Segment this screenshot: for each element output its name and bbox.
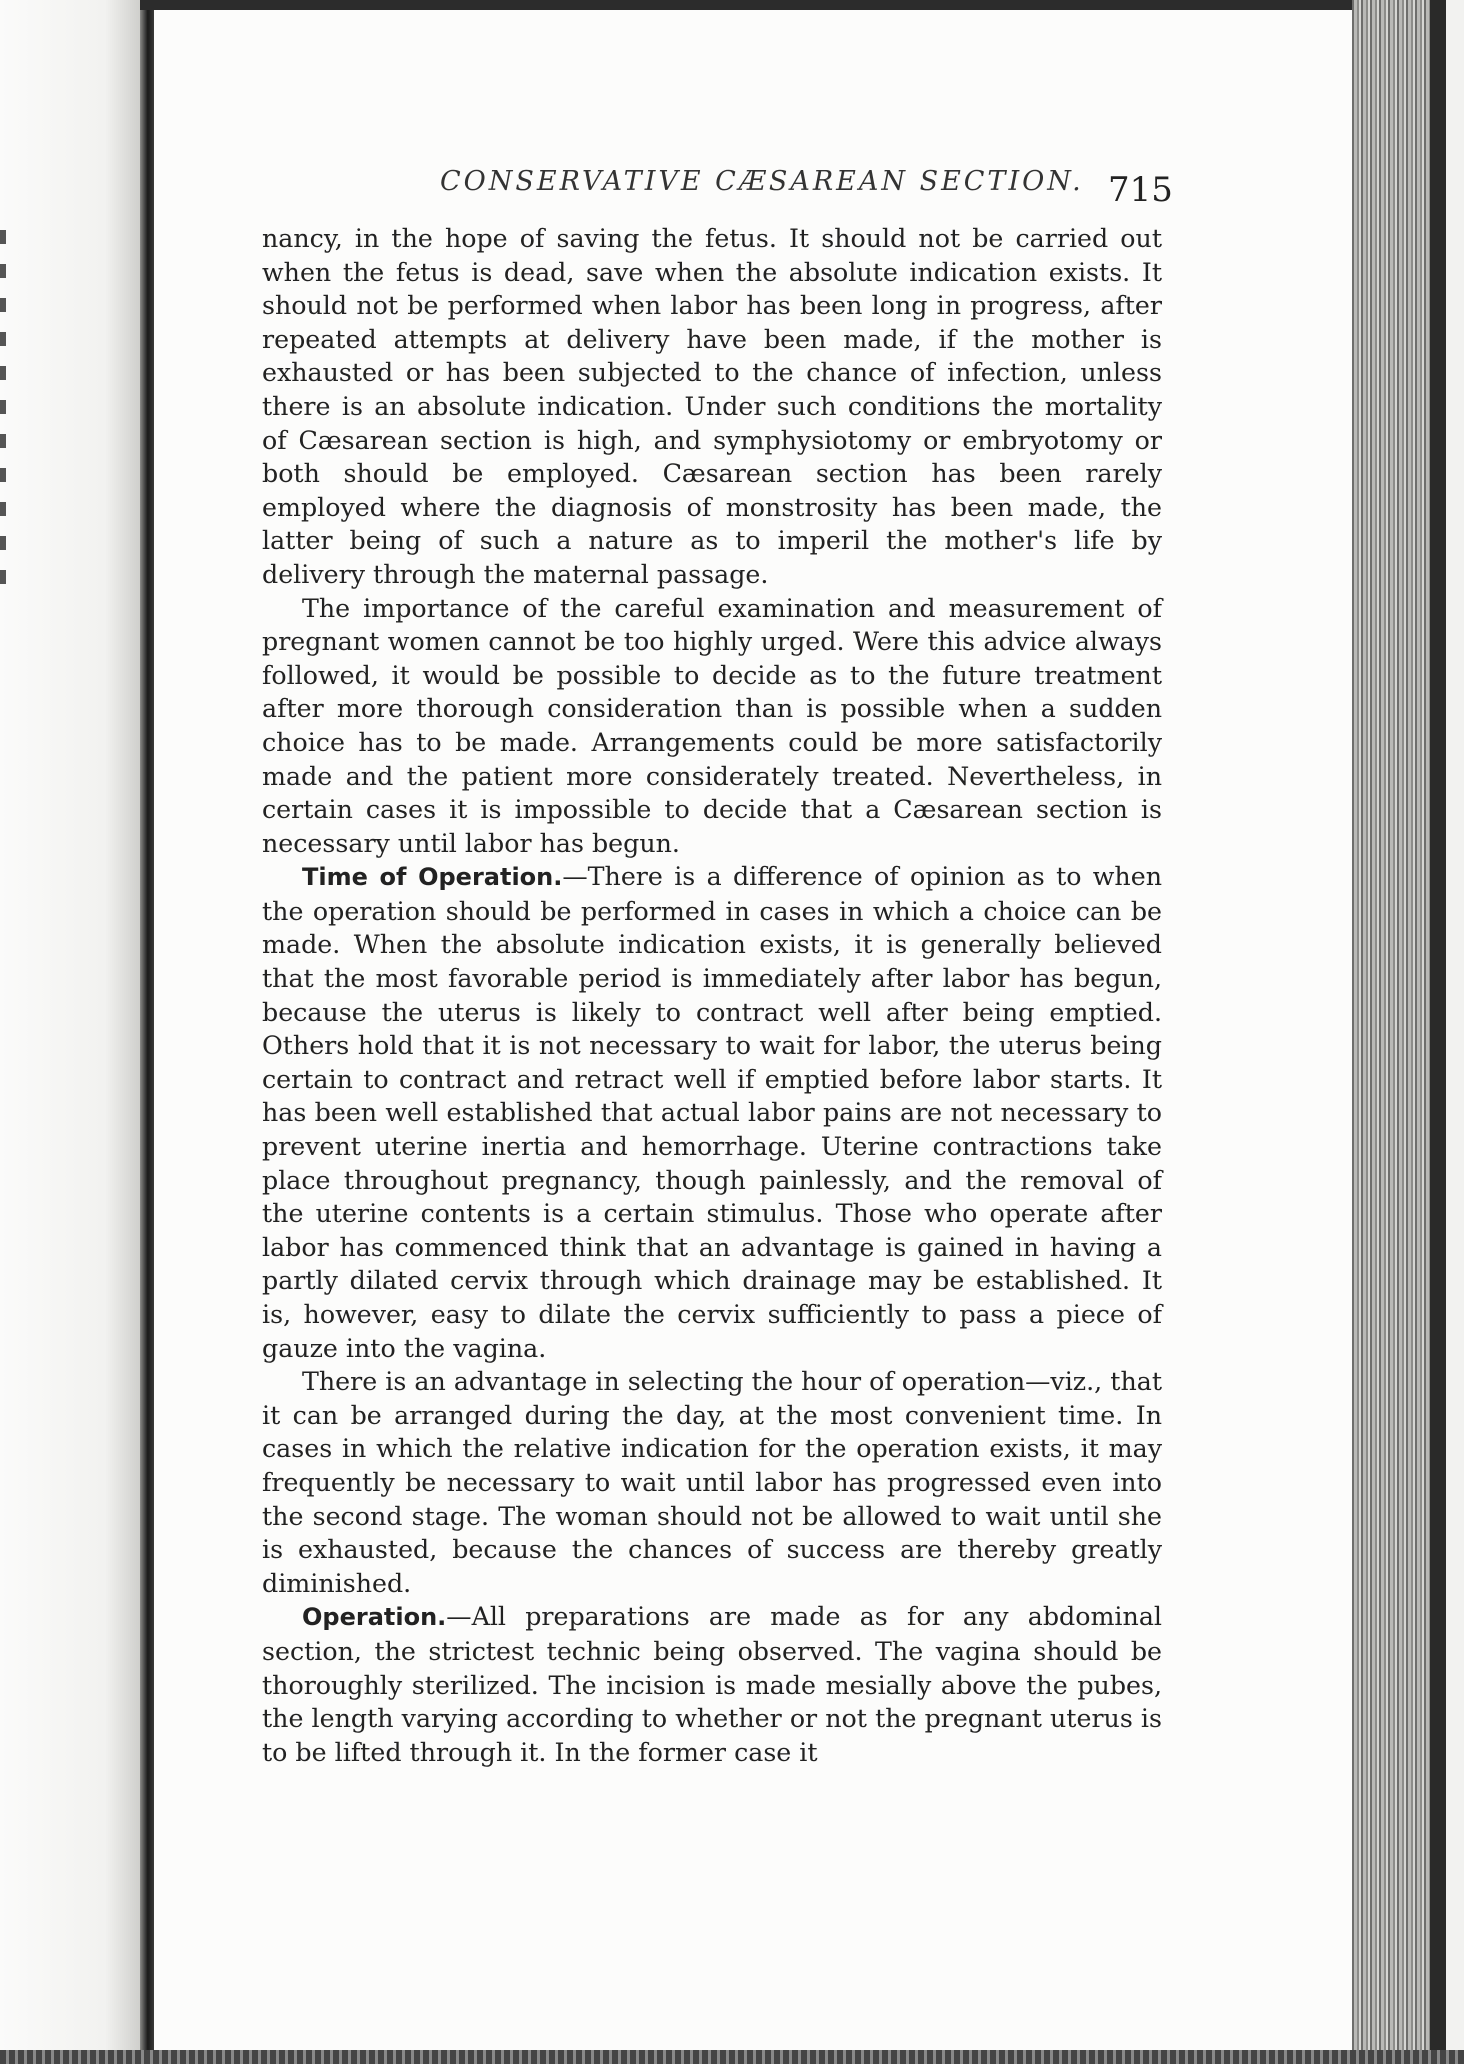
paragraph-text: There is an advantage in selecting the hour of operation—viz., that it can be arranged during the day, at the most convenient time. In cases in which the relative indication for the operation exists, it may frequently be necessary to wait until labor has progressed even into the second stage. The woman should not be allowed to wait until she is exhausted, because the chances of success are thereby greatly diminished.	[262, 1367, 1162, 1598]
paragraph-2	[262, 592, 1162, 861]
section-heading: Time of Operation.	[302, 863, 563, 892]
facing-page-text-fragments	[0, 230, 14, 604]
paragraph-text: The importance of the careful examination and measurement of pregnant women cannot be too highly urged. Were this advice always followed, it would be possible to decide as to the future treatment after more thorough consideration than is possible when a sudden choice has to be made. Arrangements could be more satisfactorily made and the patient more considerately treated. Nevertheless, in certain cases it is impossible to decide that a Cæsarean section is necessary until labor has begun.	[262, 593, 1162, 858]
page-number: 715	[1108, 170, 1173, 210]
running-head: CONSERVATIVE CÆSAREAN SECTION.	[440, 166, 1084, 197]
section-heading: Operation.	[302, 1603, 447, 1632]
paragraph-text: —There is a difference of opinion as to when the operation should be performed in cases in which a choice can be made. When the absolute indication exists, it is generally believed that the most favorable period is immediately after labor has begun, because the uterus is likely to contract well after being emptied. Others hold that it is not necessary to wait for labor, the uterus being certain to contract and retract well if emptied before labor starts. It has been well established that actual labor pains are not necessary to prevent uterine inertia and hemorrhage. Uterine contractions take place throughout pregnancy, though painlessly, and the removal of the uterine contents is a certain stimulus. Those who operate after labor has commenced think that an advantage is gained in having a partly dilated cervix through which drainage may be established. It is, however, easy to dilate the cervix sufficiently to pass a piece of gauze into the vagina.	[262, 862, 1162, 1363]
top-shadow	[140, 0, 1400, 10]
facing-page	[0, 0, 140, 2064]
paragraph-text: —All preparations are made as for any abdominal section, the strictest technic being observed. The vagina should be thoroughly sterilized. The incision is made mesially above the pubes, the length varying according to whether or not the pregnant uterus is to be lifted through it. In the former case it	[262, 1602, 1162, 1767]
page-fore-edge	[1352, 0, 1464, 2064]
paragraph-time-of-operation	[262, 860, 1162, 1365]
paragraph-operation	[262, 1600, 1162, 1769]
book-gutter	[140, 0, 154, 2064]
paragraph-4	[262, 1365, 1162, 1600]
body-text	[262, 222, 1162, 1769]
paragraph-1	[262, 222, 1162, 592]
bottom-edge	[0, 2050, 1464, 2064]
paragraph-text: nancy, in the hope of saving the fetus. It should not be carried out when the fetus is dead, save when the absolute indication exists. It should not be performed when labor has been long in progress, after repeated attempts at delivery have been made, if the mother is exhausted or has been subjected to the chance of infection, unless there is an absolute indication. Under such conditions the mortality of Cæsarean section is high, and symphysiotomy or embryotomy or both should be employed. Cæsarean section has been rarely employed where the diagnosis of monstrosity has been made, the latter being of such a nature as to imperil the mother's life by delivery through the maternal passage.	[262, 224, 1162, 589]
